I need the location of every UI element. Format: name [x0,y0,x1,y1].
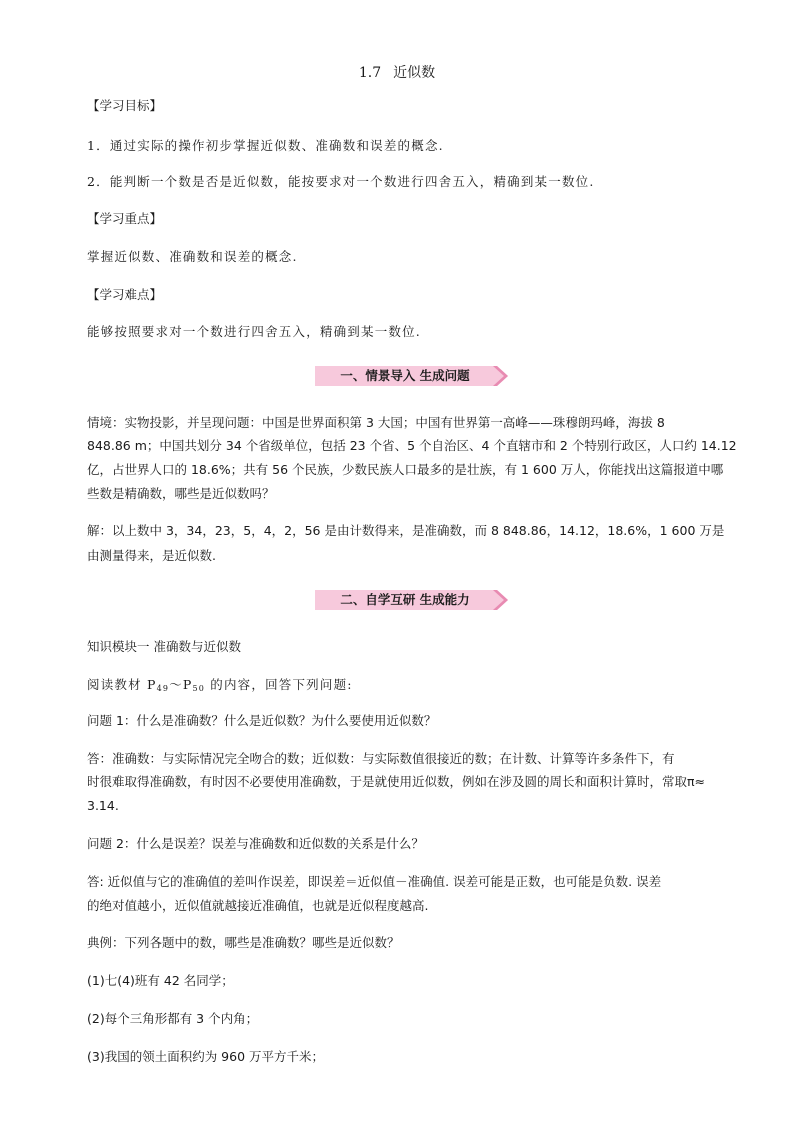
answer-2-line-1: 答: 近似值与它的准确值的差叫作误差，即误差＝近似值－准确值. 误差可能是正数，也可能是负数. 误差 [87,874,662,889]
difficulty-heading: 【学习难点】 [87,287,163,302]
banner-1-text: 一、情景导入 生成问题 [340,368,470,383]
answer-line-2: 由测量得来，是近似数. [87,548,216,563]
example-prompt: 典例：下列各题中的数，哪些是准确数？哪些是近似数？ [87,935,400,950]
difficulty-text: 能够按照要求对一个数进行四舍五入，精确到某一数位. [87,324,421,339]
read-mid: ～P [169,677,193,692]
answer-2-line-2: 的绝对值越小，近似值就越接近准确值，也就是近似程度越高. [87,898,429,913]
question-1: 问题 1：什么是准确数？什么是近似数？为什么要使用近似数？ [87,713,437,728]
page-sub-end: 50 [192,684,206,693]
reading-instruction [87,675,739,699]
title-number: 1.7 [358,65,382,81]
section-banner-1 [315,366,508,386]
situation-line-2: 848.86 m；中国共划分 34 个省级单位，包括 23 个省、5 个自治区、4 个直辖市和 2 个特别行政区，人口约 14.12 [87,438,737,453]
module-heading: 知识模块一 准确数与近似数 [87,639,241,654]
answer-line-1: 解：以上数中 3，34，23，5，4，2，56 是由计数得来，是准确数，而 8 848.86，14.12，18.6%，1 600 万是 [87,523,725,538]
answer-1-line-2: 时很难取得准确数，有时因不必要使用准确数，于是就使用近似数，例如在涉及圆的周长和面积计算时，常取π≈ [87,774,706,789]
question-2: 问题 2：什么是误差？误差与准确数和近似数的关系是什么？ [87,836,424,851]
goal-item-2: 2．能判断一个数是否是近似数，能按要求对一个数进行四舍五入，精确到某一数位. [87,174,595,189]
page-sub-start: 49 [156,684,170,693]
focus-heading: 【学习重点】 [87,211,163,226]
example-item-2: (2)每个三角形都有 3 个内角； [87,1011,259,1026]
example-item-3: (3)我国的领土面积约为 960 万平方千米； [87,1049,325,1064]
situation-line-3: 亿，占世界人口的 18.6%；共有 56 个民族，少数民族人口最多的是壮族，有 1 600 万人，你能找出这篇报道中哪 [87,462,724,477]
banner-2-text: 二、自学互研 生成能力 [340,592,470,607]
situation-line-4: 些数是精确数，哪些是近似数吗？ [87,486,275,501]
answer-1-line-1: 答：准确数：与实际情况完全吻合的数；近似数：与实际数值很接近的数；在计数、计算等许多条件下，有 [87,751,675,766]
section-banner-2 [315,590,508,610]
read-prefix: 阅读教材 P [87,677,157,692]
goals-heading: 【学习目标】 [87,98,163,113]
situation-line-1: 情境：实物投影，并呈现问题：中国是世界面积第 3 大国；中国有世界第一高峰——珠穆朗玛峰，海拔 8 [87,415,665,430]
answer-1-line-3: 3.14. [87,798,119,813]
title-text: 近似数 [393,65,436,81]
example-item-1: (1)七(4)班有 42 名同学； [87,973,234,988]
read-suffix: 的内容，回答下列问题: [205,677,353,692]
goal-item-1: 1．通过实际的操作初步掌握近似数、准确数和误差的概念. [87,138,444,153]
page-title [0,62,794,82]
focus-text: 掌握近似数、准确数和误差的概念. [87,249,298,264]
